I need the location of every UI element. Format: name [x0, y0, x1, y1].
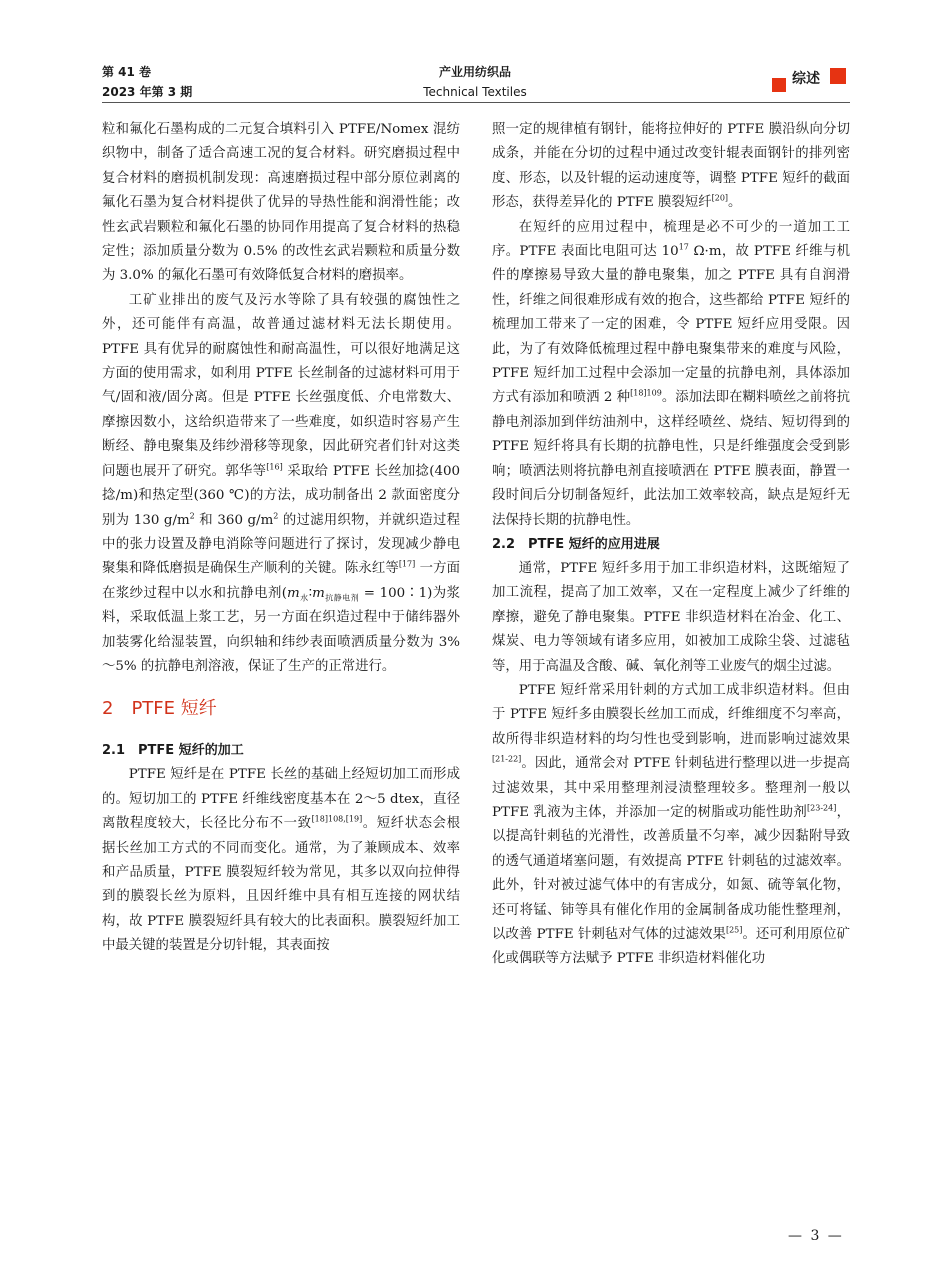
paragraph: PTFE 短纤常采用针刺的方式加工成非织造材料。但由于 PTFE 短纤多由膜裂长丝加工而成，纤维细度不匀率高，故所得非织造材料的均匀性也受到影响，进而影响过滤效果[21-22]。因此，通常会对 PTFE 针刺毡进行整理以进一步提高过滤效果，其中采用整理剂浸渍整理较多。整理剂一般以 PTFE 乳液为主体，并添加一定的树脂或功能性助剂[23-24]，以提高针刺毡的光滑性，改善质量不匀率，减少因黏附导致的透气通道堵塞问题，有效提高 PTFE 针刺毡的过滤效率。此外，针对被过滤气体中的有害成分，如氮、硫等氧化物，还可将锰、铈等具有催化作用的金属制备成功能性整理剂，以改善 PTFE 针刺毡对气体的过滤效果[25]。还可利用原位矿化或偶联等方法赋予 PTFE 非织造材料催化功 — [492, 682, 851, 967]
volume-label: 第 41 卷 — [102, 65, 152, 79]
paragraph: 粒和氟化石墨构成的二元复合填料引入 PTFE/Nomex 混纺织物中，制备了适合高速工况的复合材料。研究磨损过程中复合材料的磨损机制发现：高速磨损过程中部分原位剥离的氟化石墨为复合材料提供了优异的导热性能和润滑性能；改性玄武岩颗粒和氟化石墨的协同作用提高了复合材料的热稳定性；添加质量分数为 0.5% 的改性玄武岩颗粒和质量分数为 3.0% 的氟化石墨可有效降低复合材料的磨损率。 — [102, 122, 460, 284]
left-column — [102, 118, 460, 959]
section-heading: 2 PTFE 短纤 — [102, 698, 217, 720]
journal-title-cn: 产业用纺织品 — [438, 65, 511, 79]
issue-label: 2023 年第 3 期 — [102, 85, 193, 99]
paragraph: 照一定的规律植有钢针，能将拉伸好的 PTFE 膜沿纵向分切成条，并能在分切的过程中通过改变针辊表面钢针的排列密度、形态，以及针辊的运动速度等，调整 PTFE 短纤的截面形态，获得差异化的 PTFE 膜裂短纤[20]。 — [492, 122, 850, 211]
issue-info — [102, 62, 192, 102]
badge-square-icon — [772, 78, 786, 92]
column-badge — [772, 66, 850, 96]
citation: [20] — [711, 193, 729, 203]
citation: [25] — [725, 925, 743, 935]
paragraph: 在短纤的应用过程中，梳理是必不可少的一道加工工序。PTFE 表面比电阻可达 $10^{17}$ Ω·m，故 PTFE 纤维与机件的摩擦易导致大量的静电聚集，加之 PTFE 具有自润滑性，纤维之间很难形成有效的抱合，这些都给 PTFE 短纤的梳理加工带来了一定的困难，令 PTFE 短纤应用受限。因此，为了有效降低梳理过程中静电聚集带来的难度与风险，PTFE 短纤加工过程中会添加一定量的抗静电剂，具体添加方式有添加和喷洒 2 种$^{[18]109}$。添加法即在糊料喷丝之前将抗静电剂添加到伴纺油剂中，这样经喷丝、烧结、短切得到的 PTFE 短纤将具有长期的抗静电性，只是纤维强度会受到影响；喷洒法则将抗静电剂直接喷洒在 PTFE 膜表面，静置一段时间后分切制备短纤，此法加工效率较高，缺点是短纤无法保持长期的抗静电性。 — [492, 219, 850, 528]
citation: [17] — [398, 559, 416, 569]
citation: [23-24] — [807, 803, 837, 813]
citation: [18]109 — [630, 389, 662, 398]
page-number: — 3 — — [788, 1228, 844, 1244]
right-column — [492, 118, 850, 972]
header-divider — [102, 102, 850, 103]
paragraph: PTFE 短纤是在 PTFE 长丝的基础上经短切加工而形成的。短切加工的 PTFE 纤维线密度基本在 2～5 dtex，直径离散程度较大，长径比分布不一致[18]108,[19]。短纤状态会根据长丝加工方式的不同而变化。通常，为了兼顾成本、效率和产品质量，PTFE 膜裂短纤较为常见，其多以双向拉伸得到的膜裂长丝为原料，且因纤维中具有相互连接的网状结构，故 PTFE 膜裂短纤具有较大的比表面积。膜裂短纤加工中最关键的装置是分切针辊，其表面按 — [102, 767, 461, 954]
subsection-heading: 2.2 PTFE 短纤的应用进展 — [492, 536, 660, 552]
column-label: 综述 — [792, 71, 820, 87]
journal-title-en: Technical Textiles — [423, 85, 527, 99]
page-header — [0, 0, 950, 104]
badge-square-icon — [830, 68, 846, 84]
citation: [21-22] — [492, 754, 522, 764]
journal-title — [375, 62, 575, 102]
paragraph: 工矿业排出的废气及污水等除了具有较强的腐蚀性之外，还可能伴有高温，故普通过滤材料无法长期使用。PTFE 具有优异的耐腐蚀性和耐高温性，可以很好地满足这方面的使用需求，如利用 PTFE 长丝制备的过滤材料可用于气/固和液/固分离。但是 PTFE 长丝强度低、介电常数大、摩擦因数小，这给织造带来了一些难度，如织造时容易产生断经、静电聚集及纬纱滑移等现象，因此研究者们针对这类问题也展开了研究。郭华等[16] 采取给 PTFE 长丝加捻(400 捻/m)和热定型(360 ℃)的方法，成功制备出 2 款面密度分别为 130 $g/m^2$ 和 360 $g/m^2$ 的过滤用织物，并就织造过程中的张力设置及静电消除等问题进行了探讨，发现减少静电聚集和降低磨损是确保生产顺利的关键。陈永红等[17] 一方面在浆纱过程中以水和抗静电剂($m_水∶m_{抗静电剂}$ = 100∶1)为浆料，采取低温上浆工艺，另一方面在织造过程中于储纬器外加装雾化给湿装置，向织轴和纬纱表面喷洒质量分数为 3%～5% 的抗静电剂溶液，保证了生产的正常进行。 — [102, 292, 461, 674]
citation: [18]108,[19] — [311, 814, 363, 824]
paragraph: 通常，PTFE 短纤多用于加工非织造材料，这既缩短了加工流程，提高了加工效率，又在一定程度上减少了纤维的摩擦，避免了静电聚集。PTFE 非织造材料在冶金、化工、煤炭、电力等领域有诸多应用，如被加工成除尘袋、过滤毡等，用于高温及含酸、碱、氧化剂等工业废气的烟尘过滤。 — [492, 560, 850, 674]
subsection-heading: 2.1 PTFE 短纤的加工 — [102, 743, 244, 759]
citation: [16] — [266, 462, 283, 472]
